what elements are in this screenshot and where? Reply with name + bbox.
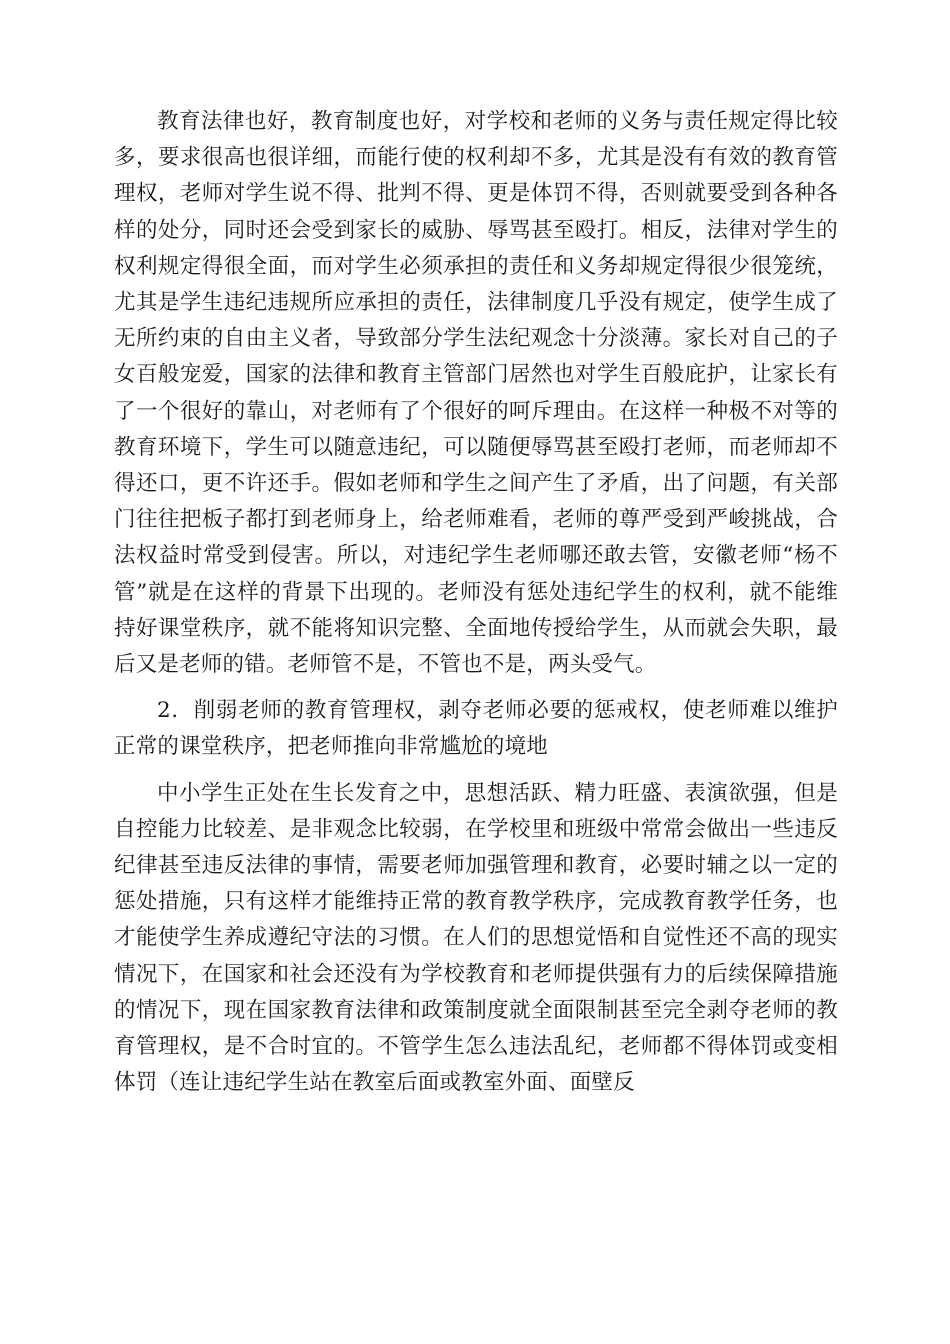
- document-page: [114, 104, 838, 1101]
- body-paragraph-1: 教育法律也好，教育制度也好，对学校和老师的义务与责任规定得比较多，要求很高也很详细，而能行使的权利却不多，尤其是没有有效的教育管理权，老师对学生说不得、批判不得、更是体罚不得，否则就要受到各种各样的处分，同时还会受到家长的威胁、辱骂甚至殴打。相反，法律对学生的权利规定得很全面，而对学生必须承担的责任和义务却规定得很少很笼统，尤其是学生违纪违规所应承担的责任，法律制度几乎没有规定，使学生成了无所约束的自由主义者，导致部分学生法纪观念十分淡薄。家长对自己的子女百般宠爱，国家的法律和教育主管部门居然也对学生百般庇护，让家长有了一个很好的靠山，对老师有了个很好的呵斥理由。在这样一种极不对等的教育环境下，学生可以随意违纪，可以随便辱骂甚至殴打老师，而老师却不得还口，更不许还手。假如老师和学生之间产生了矛盾，出了问题，有关部门往往把板子都打到老师身上，给老师难看，老师的尊严受到严峻挑战，合法权益时常受到侵害。所以，对违纪学生老师哪还敢去管，安徽老师“杨不管”就是在这样的背景下出现的。老师没有惩处违纪学生的权利，就不能维持好课堂秩序，就不能将知识完整、全面地传授给学生，从而就会失职，最后又是老师的错。老师管不是，不管也不是，两头受气。: [114, 109, 838, 678]
- body-paragraph-2: 中小学生正处在生长发育之中，思想活跃、精力旺盛、表演欲强，但是自控能力比较差、是非观念比较弱，在学校里和班级中常常会做出一些违反纪律甚至违反法律的事情，需要老师加强管理和教育，必要时辅之以一定的惩处措施，只有这样才能维持正常的教育教学秩序，完成教育教学任务，也才能使学生养成遵纪守法的习惯。在人们的思想觉悟和自觉性还不高的现实情况下，在国家和社会还没有为学校教育和老师提供强有力的后续保障措施的情况下，现在国家教育法律和政策制度就全面限制甚至完全剥夺老师的教育管理权，是不合时宜的。不管学生怎么违法乱纪，老师都不得体罚或变相体罚（连让违纪学生站在教室后面或教室外面、面壁反: [114, 780, 838, 1096]
- section-heading-paragraph: 2．削弱老师的教育管理权，剥夺老师必要的惩戒权，使老师难以维护正常的课堂秩序，把老师推向非常尴尬的境地: [114, 698, 838, 760]
